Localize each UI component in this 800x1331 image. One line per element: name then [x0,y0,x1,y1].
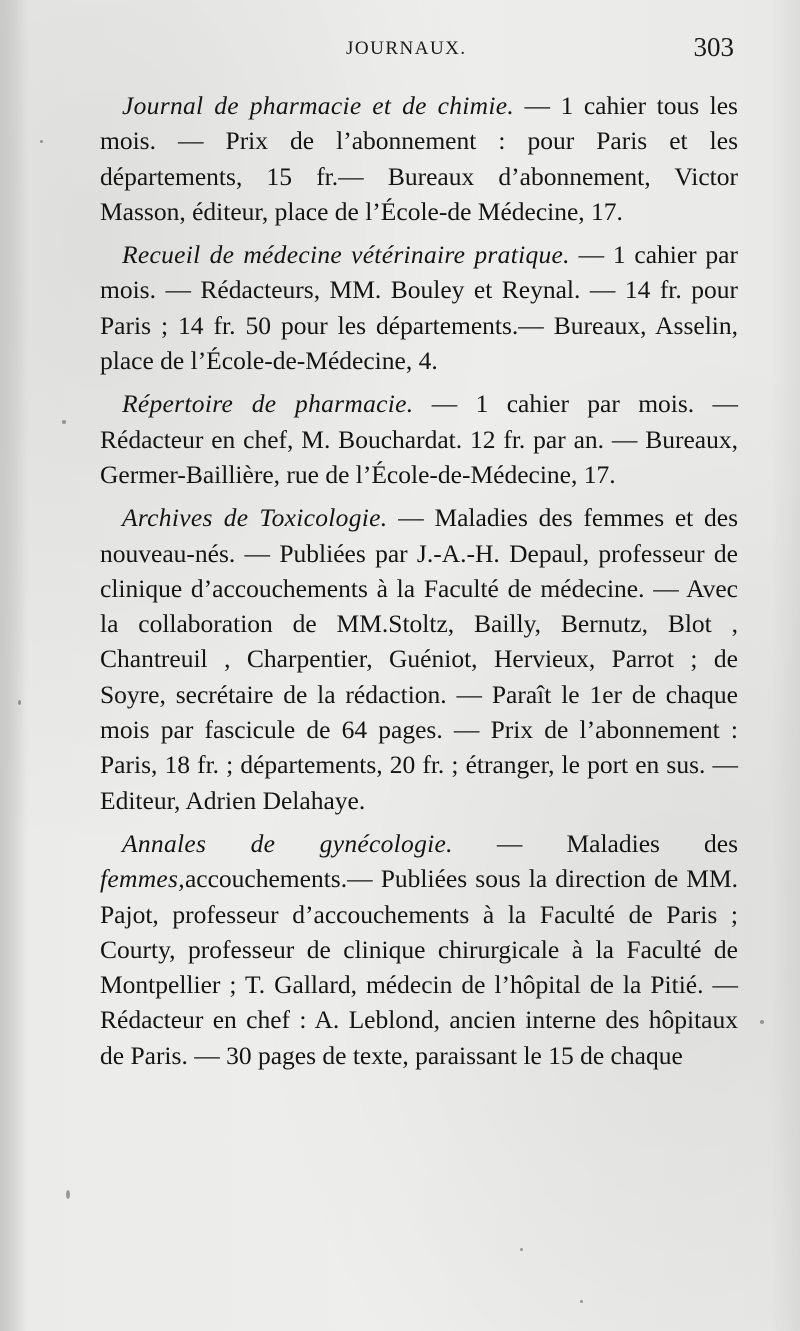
paper-speck [580,1300,583,1303]
journal-entry [100,88,738,229]
journal-entry [100,826,738,1073]
journal-title: Recueil de médecine vétérinaire pratique. [122,240,570,270]
paper-speck [66,1190,70,1199]
journal-description: — 1 cahier tous les mois. — Prix de l’abonnement : pour Paris et les départements, 15 fr.— Bureaux d’abonnement, Victor Masson, éditeur, place de l’École-de Médecine, 17. [100,91,738,226]
journal-description-italic: femmes, [100,864,185,894]
journal-description: — 1 cahier par mois. — Rédacteur en chef, M. Bouchardat. 12 fr. par an. — Bureaux, Germer-Baillière, rue de l’École-de-Médecine, 17. [100,389,738,489]
paper-speck [18,700,21,705]
journal-entry [100,500,738,818]
page-body [100,88,738,1081]
paper-speck [760,1020,764,1024]
journal-title: Répertoire de pharmacie. [122,389,414,419]
journal-entry [100,386,738,492]
page-gutter-shadow [0,0,26,1331]
paper-speck [40,140,43,143]
page-header [0,32,800,72]
journal-description-continued: accouchements.— Publiées sous la direction de MM. Pajot, professeur d’accouchements à la Faculté de Paris ; Courty, professeur de clinique chirurgicale à la Faculté de Montpellier ; T. Gallard, médecin de l’hôpital de la Pitié. — Rédacteur en chef : A. Leblond, ancien interne des hôpitaux de Paris. — 30 pages de texte, paraissant le 15 de chaque [100,864,738,1070]
paper-speck [520,1248,523,1251]
journal-title: Journal de pharmacie et de chimie. [122,91,515,120]
journal-description: — 1 cahier par mois. — Rédacteurs, MM. Bouley et Reynal. — 14 fr. pour Paris ; 14 fr. 50 pour les départements.— Bureaux, Asselin, place de l’École-de-Médecine, 4. [100,240,738,376]
page-number: 303 [693,32,734,62]
journal-description: — Maladies des [452,828,738,858]
journal-title: Annales de gynécologie. [122,828,453,858]
journal-description: — Maladies des femmes et des nouveau-nés. — Publiées par J.-A.-H. Depaul, professeur de clinique d’accouchements à la Faculté de médecine. — Avec la collaboration de MM.Stoltz, Bailly, Bernutz, Blot , Chantreuil , Charpentier, Guéniot, Hervieux, Parrot ; de Soyre, secrétaire de la rédaction. — Paraît le 1er de chaque mois par fascicule de 64 pages. — Prix de l’abonnement : Paris, 18 fr. ; départements, 20 fr. ; étranger, le port en sus. — Editeur, Adrien Delahaye. [100,503,738,815]
journal-title: Archives de Toxicologie. [122,503,388,533]
running-head: JOURNAUX. [346,38,467,59]
paper-speck [62,420,66,424]
journal-entry [100,237,738,378]
